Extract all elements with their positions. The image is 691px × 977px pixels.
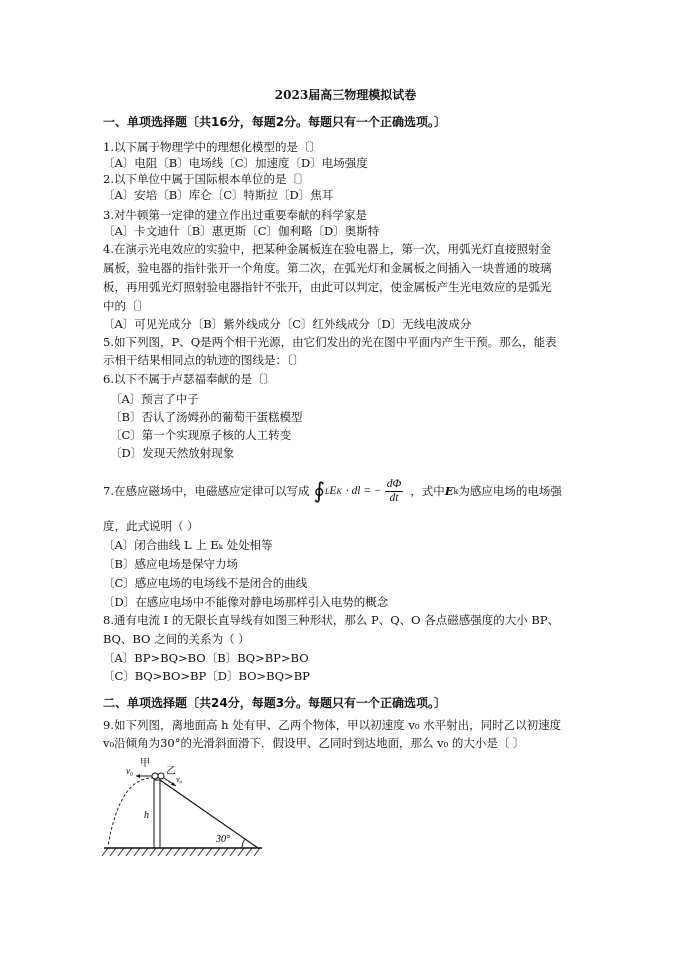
question-4-line-1: 4.在演示光电效应的实验中，把某种金属板连在验电器上，第一次，用弧光灯直接照射金 (103, 242, 551, 256)
question-2: 2.以下单位中属于国际根本单位的是〔〕 (103, 172, 310, 186)
ek-symbol: E (444, 484, 454, 498)
fraction-numerator: dΦ (386, 477, 402, 490)
pillar (154, 780, 160, 848)
question-9-line-1: 9.如下列图，离地面高 h 处有甲、乙两个物体，甲以初速度 v₀ 水平射出，同时乙以初速度 (103, 718, 562, 732)
question-7-post-a: ，式中 (410, 484, 445, 498)
question-7-option-b: 〔B〕感应电场是保守力场 (103, 557, 238, 571)
question-4-line-3: 板，再用弧光灯照射验电器指针不张开，由此可以判定，使金属板产生光电效应的是弧光 (103, 280, 552, 294)
label-v0-right: v₀ (176, 775, 183, 784)
question-7-option-a: 〔A〕闭合曲线 L 上 Eₖ 处处相等 (103, 538, 273, 552)
contour-integral-symbol: ∮ (313, 478, 325, 503)
label-height: h (144, 810, 149, 821)
integrand-e: E (329, 485, 337, 497)
question-7-post-b: 为感应电场的电场强 (458, 484, 562, 498)
question-6-option-b: 〔B〕否认了汤姆孙的葡萄干蛋糕模型 (110, 410, 303, 424)
integrand-subscript: K (336, 486, 342, 496)
flux-derivative (385, 478, 404, 505)
label-angle: 30° (216, 834, 230, 845)
label-yi: 乙 (166, 766, 176, 777)
incline-surface (160, 780, 258, 848)
page-title: 2023届高三物理模拟试卷 (274, 88, 417, 102)
question-3-options: 〔A〕卡文迪什〔B〕惠更斯〔C〕伽利略〔D〕奥斯特 (103, 224, 380, 238)
question-4-options: 〔A〕可见光成分〔B〕紫外线成分〔C〕红外线成分〔D〕无线电波成分 (103, 317, 472, 331)
question-3: 3.对牛顿第一定律的建立作出过重要奉献的科学家是 (103, 208, 367, 222)
question-5-line-1: 5.如下列图，P、Q是两个相干光源，由它们发出的光在图中平面内产生干预。那么，能表 (103, 335, 557, 349)
angle-arc (242, 839, 245, 848)
question-8-options-cd: 〔C〕BQ>BO>BP〔D〕BO>BQ>BP (103, 669, 310, 683)
integral-path-label: L (324, 486, 330, 496)
question-7-prefix: 7.在感应磁场中，电磁感应定律可以写成 (103, 484, 310, 498)
question-7-formula-line (103, 476, 562, 506)
label-v0-left: v₀ (126, 766, 134, 776)
section-1-heading: 一、单项选择题〔共16分，每题2分。每题只有一个正确选项。〕 (103, 115, 447, 129)
integral-expression (313, 478, 406, 505)
question-7-option-c: 〔C〕感应电场的电场线不是闭合的曲线 (103, 576, 308, 590)
velocity-arrow-left-head (136, 774, 140, 778)
label-jia: 甲 (140, 758, 150, 769)
section-2-heading: 二、单项选择题〔共24分，每题3分。每题只有一个正确选项。〕 (103, 696, 447, 710)
question-4-line-4: 中的〔〕 (103, 299, 149, 313)
question-8-options-ab: 〔A〕BP>BQ>BO〔B〕BQ>BP>BO (103, 651, 309, 665)
question-6-option-c: 〔C〕第一个实现原子核的人工转变 (110, 428, 292, 442)
integral-tail: · dl = − (345, 485, 382, 497)
question-7-option-d: 〔D〕在感应电场中不能像对静电场那样引入电势的概念 (103, 595, 389, 609)
question-8-line-1: 8.通有电流 I 的无限长直导线有如图三种形状，那么 P、Q、O 各点磁感强度的大小 BP、 (103, 613, 560, 627)
object-yi (158, 773, 164, 779)
ek-subscript: k (453, 486, 459, 496)
projectile-incline-figure (100, 752, 270, 862)
question-1-options: 〔A〕电阻〔B〕电场线〔C〕加速度〔D〕电场强度 (103, 156, 368, 170)
question-5-line-2: 示相干结果相同点的轨迹的图线是：〔〕 (103, 353, 305, 367)
fraction-denominator: dt (389, 491, 399, 504)
question-1: 1.以下属于物理学中的理想化模型的是〔〕 (103, 140, 321, 154)
question-2-options: 〔A〕安培〔B〕库仑〔C〕特斯拉〔D〕焦耳 (103, 188, 334, 202)
question-6-option-a: 〔A〕预言了中子 (110, 392, 199, 406)
question-4-line-2: 属板，验电器的指针张开一个角度。第二次，在弧光灯和金属板之间插入一块普通的玻璃 (103, 261, 552, 275)
question-6: 6.以下不属于卢瑟福奉献的是〔〕 (103, 372, 275, 386)
question-7-line-2: 度，此式说明（ ） (103, 519, 199, 533)
object-jia (152, 773, 158, 779)
ground-hatching (102, 848, 260, 856)
question-8-line-2: BQ、BO 之间的关系为（ ） (103, 632, 250, 646)
question-9-line-2: v₀沿倾角为30°的光滑斜面滑下．假设甲、乙同时到达地面，那么 v₀ 的大小是〔 〕 (103, 736, 525, 750)
question-6-option-d: 〔D〕发现天然放射现象 (110, 446, 235, 460)
